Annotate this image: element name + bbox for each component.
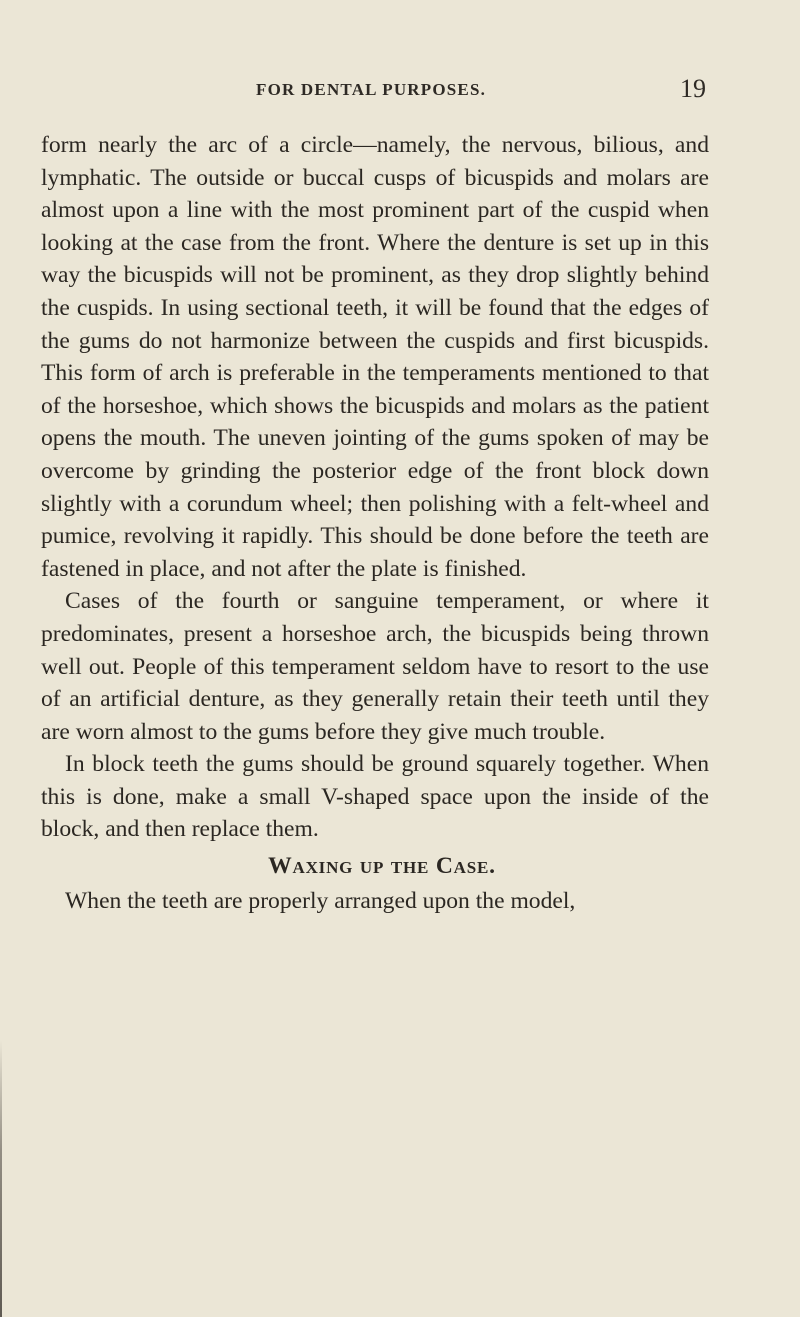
paragraph-sanguine-temperament: Cases of the fourth or sanguine temperament, or where it predominates, present a horseshoe arch, the bicuspids being thrown well out. People of this temperament seldom have to resort to the use of an artificial denture, as they generally retain their teeth until they are worn almost to the gums before they give much trouble. xyxy=(41,588,709,745)
paragraph-block-teeth: In block teeth the gums should be ground squarely together. When this is done, make a small V-shaped space upon the inside of the block, and then replace them. xyxy=(41,751,709,843)
running-head xyxy=(0,74,800,110)
body-text xyxy=(41,129,709,917)
running-title: FOR DENTAL PURPOSES. xyxy=(256,80,487,99)
paragraph-continuation: form nearly the arc of a circle—namely, the nervous, bilious, and lymphatic. The outside or buccal cusps of bicuspids and molars are almost upon a line with the most prominent part of the cuspid when looking at the case from the front. Where the denture is set up in this way the bicuspids will not be prominent, as they drop slightly behind the cuspids. In using sectional teeth, it will be found that the edges of the gums do not harmonize between the cuspids and first bicuspids. This form of arch is preferable in the temperaments mentioned to that of the horseshoe, which shows the bicuspids and molars as the patient opens the mouth. The uneven jointing of the gums spoken of may be overcome by grinding the posterior edge of the front block down slightly with a corundum wheel; then polishing with a felt-wheel and pumice, revolving it rapidly. This should be done before the teeth are fastened in place, and not after the plate is finished. xyxy=(41,132,709,582)
binding-edge-shadow xyxy=(0,1040,2,1317)
page-number: 19 xyxy=(680,74,706,103)
section-heading: Waxing up the Case. xyxy=(268,853,496,880)
paragraph-waxing-start: When the teeth are properly arranged upon the model, xyxy=(65,887,576,914)
